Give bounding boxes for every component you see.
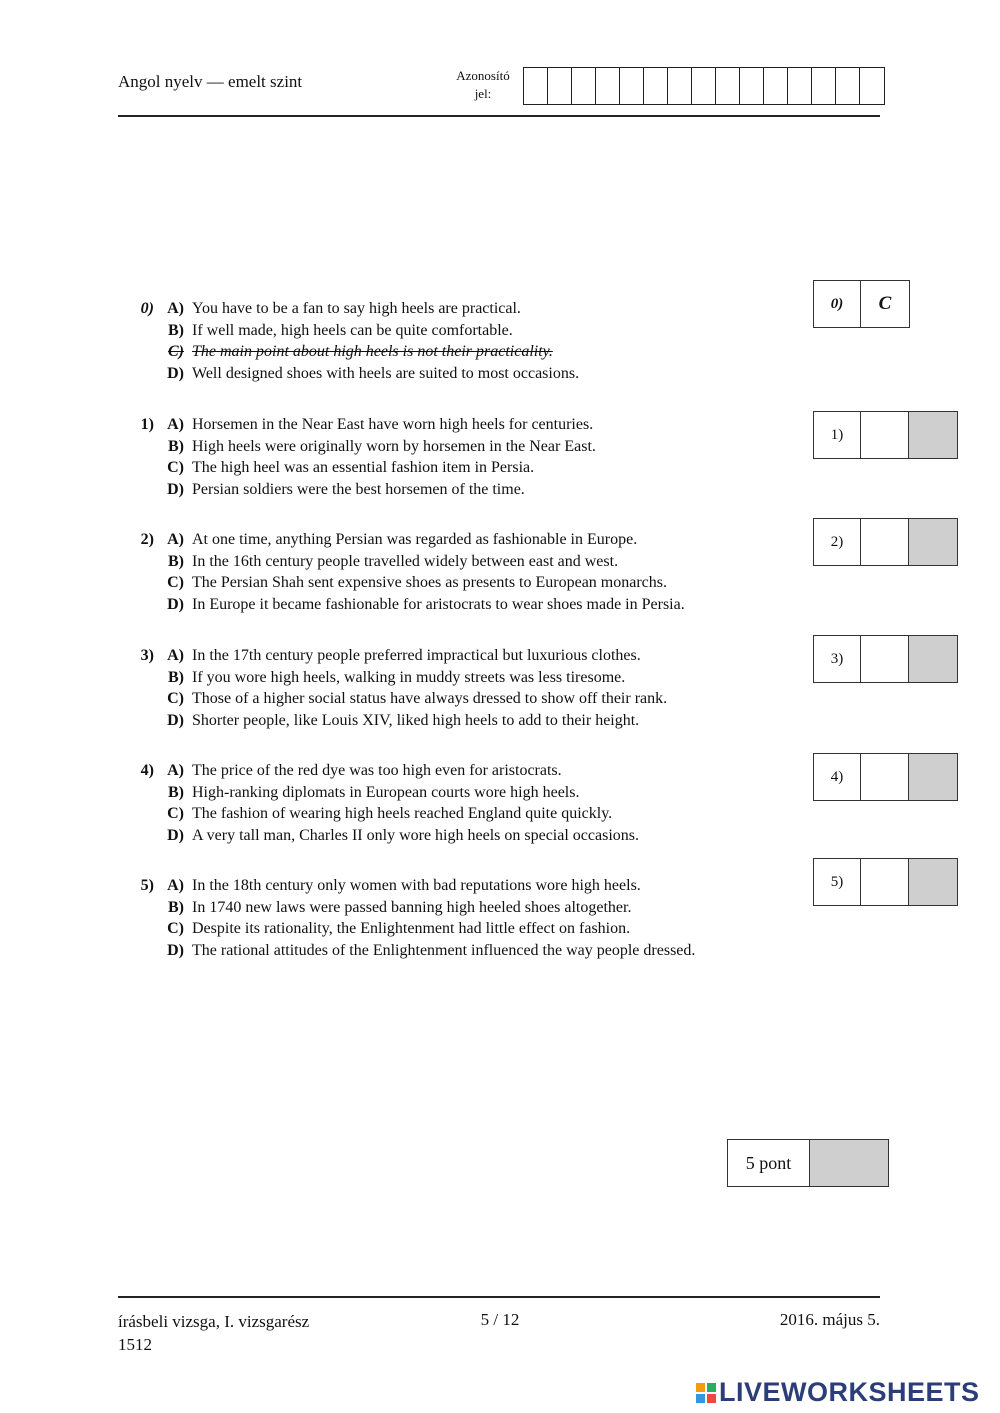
question-number <box>118 551 154 573</box>
id-box-cell[interactable] <box>644 68 668 104</box>
question-4-option-4 <box>118 825 778 847</box>
question-3-option-2 <box>118 667 778 689</box>
id-label-line1: Azonosító <box>456 68 510 83</box>
option-letter: B) <box>168 668 184 686</box>
option-letter: A) <box>167 416 184 433</box>
question-2-option-2 <box>118 551 778 573</box>
option-letter: C) <box>167 805 184 822</box>
option-letter: A) <box>167 531 184 548</box>
footer-left <box>118 1310 309 1356</box>
question-3 <box>118 645 778 731</box>
option-letter: C) <box>168 343 184 360</box>
option-letter: D) <box>167 364 184 382</box>
option-letter: D) <box>167 941 184 959</box>
answer-label: 2) <box>814 519 861 565</box>
footer-rule <box>118 1296 880 1298</box>
answer-box-0 <box>813 280 910 328</box>
option-text: You have to be a fan to say high heels are practical. <box>192 300 521 317</box>
option-letter: A) <box>167 762 184 779</box>
answer-label: 4) <box>814 754 861 800</box>
answer-input[interactable] <box>861 412 909 458</box>
question-5-option-3 <box>118 918 778 940</box>
question-4 <box>118 760 778 846</box>
option-text: If you wore high heels, walking in muddy streets was less tiresome. <box>192 668 626 686</box>
question-number <box>118 594 154 616</box>
question-3-option-1 <box>118 645 778 667</box>
logo-text: LIVEWORKSHEETS <box>719 1377 980 1407</box>
answer-box-3 <box>813 635 958 683</box>
option-text: Horsemen in the Near East have worn high heels for centuries. <box>192 416 594 433</box>
question-number: 4) <box>140 762 154 779</box>
question-0 <box>118 298 778 384</box>
score-label: 5 pont <box>728 1140 810 1186</box>
question-3-option-4 <box>118 710 778 732</box>
option-text: Despite its rationality, the Enlightenment had little effect on fashion. <box>192 920 631 937</box>
option-text: In 1740 new laws were passed banning high heeled shoes altogether. <box>192 898 632 916</box>
score-box <box>727 1139 889 1187</box>
answer-score-cell <box>909 859 957 905</box>
option-letter: C) <box>167 920 184 937</box>
option-text: Those of a higher social status have always dressed to show off their rank. <box>192 690 668 707</box>
option-text: The fashion of wearing high heels reached England quite quickly. <box>192 805 613 822</box>
footer-date: 2016. május 5. <box>779 1310 880 1329</box>
id-box-cell[interactable] <box>572 68 596 104</box>
question-number <box>118 320 154 342</box>
liveworksheets-logo <box>696 1377 980 1408</box>
question-0-option-1 <box>118 298 778 320</box>
question-1-option-4 <box>118 479 778 501</box>
id-box-cell[interactable] <box>596 68 620 104</box>
option-letter: B) <box>168 552 184 570</box>
option-text: In the 17th century people preferred impractical but luxurious clothes. <box>192 647 641 664</box>
id-label-line2: jel: <box>474 86 492 101</box>
question-number <box>118 457 154 479</box>
option-letter: C) <box>167 690 184 707</box>
answer-box-4 <box>813 753 958 801</box>
option-letter: B) <box>168 783 184 801</box>
question-2-option-3 <box>118 572 778 594</box>
answer-box-5 <box>813 858 958 906</box>
logo-square-2 <box>707 1383 716 1392</box>
option-text: A very tall man, Charles II only wore high heels on special occasions. <box>192 826 639 844</box>
header-title: Angol nyelv — emelt szint <box>118 72 303 91</box>
question-number: 1) <box>140 416 154 433</box>
option-letter: B) <box>168 898 184 916</box>
logo-square-4 <box>707 1394 716 1403</box>
logo-mark-icon <box>696 1383 716 1403</box>
id-box-cell[interactable] <box>860 68 884 104</box>
id-box-cell[interactable] <box>788 68 812 104</box>
option-text: The high heel was an essential fashion item in Persia. <box>192 459 535 476</box>
question-0-option-3 <box>118 341 778 363</box>
option-text: At one time, anything Persian was regarded as fashionable in Europe. <box>192 531 638 548</box>
option-text: The Persian Shah sent expensive shoes as presents to European monarchs. <box>192 574 667 591</box>
option-letter: D) <box>167 595 184 613</box>
question-number <box>118 436 154 458</box>
question-number <box>118 825 154 847</box>
answer-input: C <box>878 293 892 314</box>
option-text: The main point about high heels is not their practicality. <box>192 343 553 360</box>
answer-score-cell <box>909 519 957 565</box>
question-number <box>118 803 154 825</box>
question-4-option-1 <box>118 760 778 782</box>
question-1-option-1 <box>118 414 778 436</box>
question-number <box>118 667 154 689</box>
question-5-option-4 <box>118 940 778 962</box>
id-box-cell[interactable] <box>548 68 572 104</box>
question-number <box>118 341 154 363</box>
question-5-option-1 <box>118 875 778 897</box>
id-box-cell[interactable] <box>620 68 644 104</box>
answer-label: 3) <box>814 636 861 682</box>
id-box-cell[interactable] <box>692 68 716 104</box>
question-number <box>118 897 154 919</box>
answer-input[interactable] <box>861 754 909 800</box>
option-letter: D) <box>167 826 184 844</box>
option-letter: A) <box>167 877 184 894</box>
answer-label: 0) <box>814 281 861 327</box>
answer-label: 5) <box>814 859 861 905</box>
question-number: 0) <box>140 300 154 317</box>
answer-input[interactable] <box>861 636 909 682</box>
option-text: High heels were originally worn by horsemen in the Near East. <box>192 437 596 455</box>
id-box-cell[interactable] <box>524 68 548 104</box>
id-box-cell[interactable] <box>740 68 764 104</box>
question-2-option-4 <box>118 594 778 616</box>
question-number <box>118 782 154 804</box>
option-letter: B) <box>168 321 184 339</box>
id-box-cell[interactable] <box>764 68 788 104</box>
option-letter: A) <box>167 647 184 664</box>
id-box-cell[interactable] <box>812 68 836 104</box>
question-0-option-4 <box>118 363 778 385</box>
answer-input[interactable] <box>861 859 909 905</box>
option-text: Persian soldiers were the best horsemen of the time. <box>192 480 525 498</box>
answer-score-cell <box>909 754 957 800</box>
id-boxes <box>523 67 885 105</box>
question-number <box>118 572 154 594</box>
question-1-option-2 <box>118 436 778 458</box>
question-number <box>118 918 154 940</box>
question-number <box>118 363 154 385</box>
header-rule <box>118 115 880 117</box>
question-number: 5) <box>140 877 154 894</box>
option-letter: D) <box>167 711 184 729</box>
question-4-option-2 <box>118 782 778 804</box>
option-text: The price of the red dye was too high even for aristocrats. <box>192 762 562 779</box>
footer-exam-name: írásbeli vizsga, I. vizsgarész <box>118 1312 310 1331</box>
score-value-cell <box>810 1140 888 1186</box>
question-number: 2) <box>140 531 154 548</box>
question-number <box>118 479 154 501</box>
id-label <box>448 67 518 103</box>
option-text: In Europe it became fashionable for aristocrats to wear shoes made in Persia. <box>192 595 685 613</box>
option-letter: D) <box>167 480 184 498</box>
question-number: 3) <box>140 647 154 664</box>
footer-code: 1512 <box>118 1335 152 1354</box>
option-text: The rational attitudes of the Enlightenment influenced the way people dressed. <box>192 941 696 959</box>
question-2-option-1 <box>118 529 778 551</box>
answer-label: 1) <box>814 412 861 458</box>
option-letter: A) <box>167 300 184 317</box>
question-3-option-3 <box>118 688 778 710</box>
question-5 <box>118 875 778 961</box>
question-0-option-2 <box>118 320 778 342</box>
answer-score-cell <box>909 412 957 458</box>
option-letter: C) <box>167 459 184 476</box>
option-text: High-ranking diplomats in European courts wore high heels. <box>192 783 580 801</box>
id-box-cell[interactable] <box>668 68 692 104</box>
id-box-cell[interactable] <box>716 68 740 104</box>
answer-score-cell <box>909 636 957 682</box>
question-number <box>118 940 154 962</box>
logo-square-1 <box>696 1383 705 1392</box>
option-text: Well designed shoes with heels are suited to most occasions. <box>192 364 580 382</box>
option-text: If well made, high heels can be quite comfortable. <box>192 321 513 339</box>
answer-box-1 <box>813 411 958 459</box>
question-number <box>118 710 154 732</box>
option-letter: C) <box>167 574 184 591</box>
answer-input[interactable] <box>861 519 909 565</box>
option-text: In the 16th century people travelled widely between east and west. <box>192 552 619 570</box>
option-text: In the 18th century only women with bad reputations wore high heels. <box>192 877 641 894</box>
id-box-cell[interactable] <box>836 68 860 104</box>
logo-square-3 <box>696 1394 705 1403</box>
answer-box-2 <box>813 518 958 566</box>
question-1-option-3 <box>118 457 778 479</box>
question-4-option-3 <box>118 803 778 825</box>
question-1 <box>118 414 778 500</box>
option-text: Shorter people, like Louis XIV, liked high heels to add to their height. <box>192 711 640 729</box>
page-number: 5 / 12 <box>480 1310 520 1329</box>
option-letter: B) <box>168 437 184 455</box>
question-2 <box>118 529 778 615</box>
question-5-option-2 <box>118 897 778 919</box>
question-number <box>118 688 154 710</box>
